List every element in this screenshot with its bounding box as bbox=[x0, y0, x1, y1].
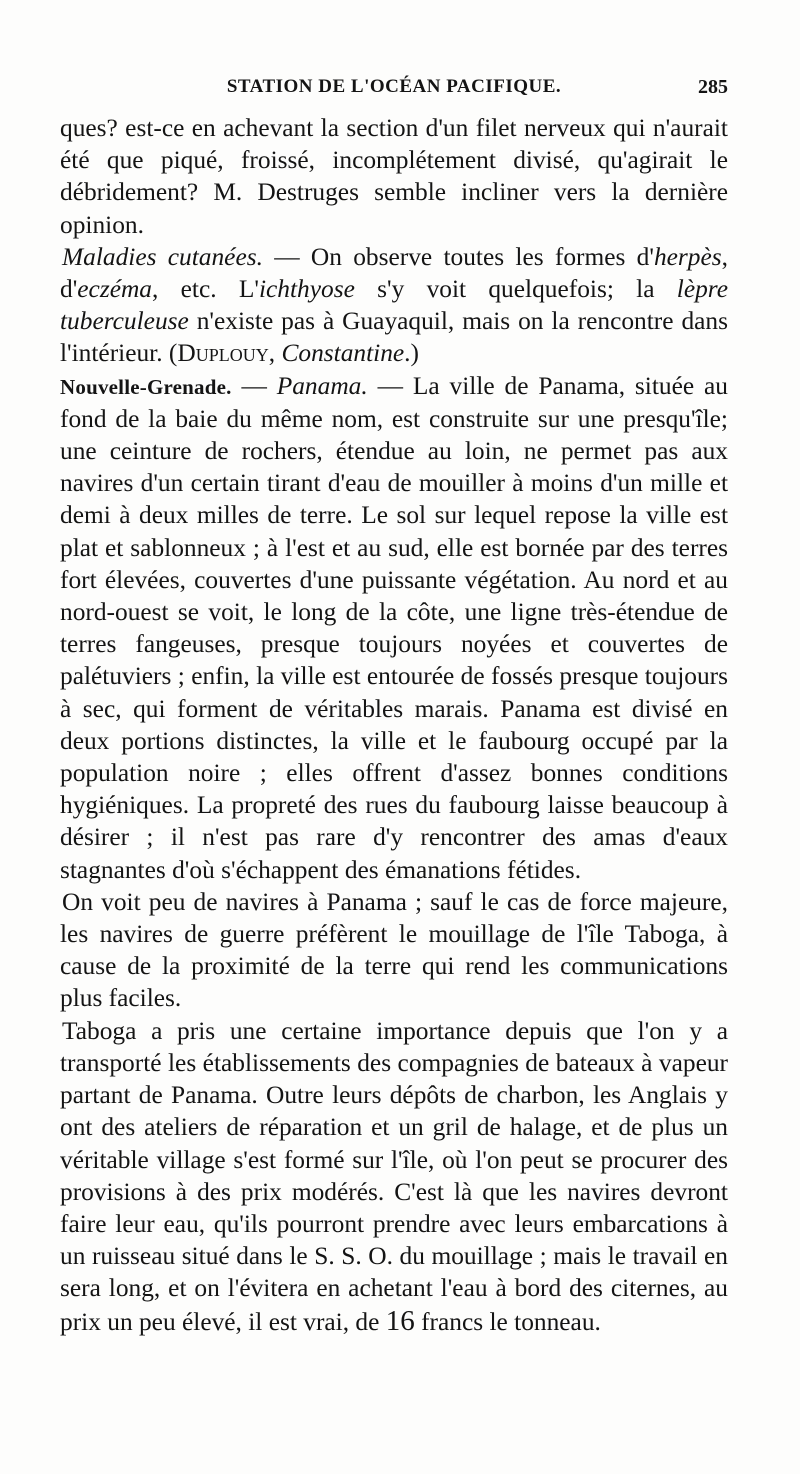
paragraph-navires bbox=[60, 886, 728, 1015]
text-run: .) bbox=[404, 339, 419, 368]
section-heading-nouvelle-grenade: Nouvelle-Grenade. bbox=[60, 374, 232, 399]
text-run: , etc. L' bbox=[152, 275, 259, 304]
place-panama: Panama. bbox=[276, 371, 368, 400]
text-run: — La ville de Panama, située au fond de la baie du même nom, est construite sur une presqu'île; une ceinture de rochers, étendue au loin, ne permet pas aux navires d'un certain tirant d'eau de mouiller à moins d'un mille et demi à deux milles de terre. Le sol sur lequel repose la ville est plat et sablonneux ; à l'est et au sud, elle est bornée par des terres fort élevées, couvertes d'une puissante végétation. Au nord et au nord-ouest se voit, le long de la côte, une ligne très-étendue de terres fangeuses, presque toujours noyées et couvertes de palétuviers ; enfin, la ville est entourée de fossés presque toujours à sec, qui forment de véritables marais. Panama est divisé en deux portions distinctes, la ville et le faubourg occupé par la population noire ; elles offrent d'assez bonnes conditions hygiéniques. La propreté des rues du faubourg laisse beaucoup à désirer ; il n'est pas rare d'y rencontrer des amas d'eaux stagnantes d'où s'échappent des émanations fétides. bbox=[60, 371, 728, 884]
body-text bbox=[60, 112, 728, 1338]
running-title: STATION DE L'OCÉAN PACIFIQUE. bbox=[226, 76, 562, 97]
paragraph-text: ques? est-ce en achevant la section d'un filet nerveux qui n'aurait été que piqué, froissé, incomplétement divisé, qu'agirait le débridement? M. Destruges semble incliner vers la dernière opinion. bbox=[60, 114, 728, 239]
section-heading-maladies: Maladies cutanées. bbox=[62, 242, 263, 271]
text-run: s'y voit quelquefois; la bbox=[354, 275, 677, 304]
term-lepre: lèpre tuberculeuse bbox=[60, 275, 728, 336]
paragraph-maladies-cutanees bbox=[60, 241, 728, 370]
term-ichthyose: ichthyose bbox=[258, 275, 355, 304]
page-number: 285 bbox=[698, 76, 728, 98]
text-run: — On observe toutes les formes d' bbox=[262, 242, 654, 271]
term-eczema: eczéma bbox=[77, 275, 153, 304]
price-number: 16 bbox=[385, 1304, 415, 1337]
text-run: , d' bbox=[60, 242, 728, 304]
ship-name: Constantine bbox=[281, 339, 405, 368]
author-name: Duplouy bbox=[177, 339, 269, 368]
text-run: , bbox=[268, 339, 282, 368]
paragraph-continuation bbox=[60, 112, 728, 241]
running-head bbox=[60, 76, 728, 106]
paragraph-taboga bbox=[60, 1015, 728, 1338]
paragraph-text: On voit peu de navires à Panama ; sauf le cas de force majeure, les navires de guerre préfèrent le mouillage de l'île Taboga, à cause de la proximité de la terre qui rend les communications plus faciles. bbox=[60, 887, 728, 1013]
text-run: francs le tonneau. bbox=[414, 1307, 601, 1336]
text-run: n'existe pas à Guayaquil, mais on la rencontre dans l'intérieur. ( bbox=[60, 307, 728, 368]
text-run: Taboga a pris une certaine importance depuis que l'on y a transporté les établissements des compagnies de bateaux à vapeur partant de Panama. Outre leurs dépôts de charbon, les Anglais y ont des ateliers de réparation et un gril de halage, et de plus un véritable village s'est formé sur l'île, où l'on peut se procurer des provisions à des prix modérés. C'est là que les navires devront faire leur eau, qu'ils pourront prendre avec leurs embarcations à un ruisseau situé dans le S. S. O. du mouillage ; mais le travail en sera long, et on l'évitera en achetant l'eau à bord des citernes, au prix un peu élevé, il est vrai, de bbox=[60, 1016, 728, 1336]
text-run: — bbox=[231, 371, 277, 400]
paragraph-nouvelle-grenade bbox=[60, 370, 728, 886]
term-herpes: herpès bbox=[653, 242, 722, 271]
